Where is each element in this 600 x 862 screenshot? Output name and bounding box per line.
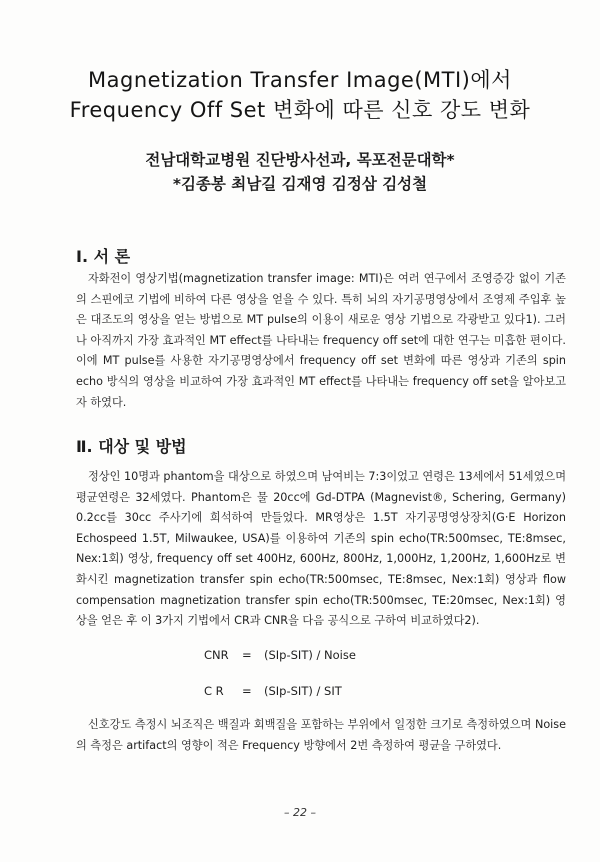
- section-heading-methods: Ⅱ. 대상 및 방법: [76, 437, 187, 456]
- introduction-text: 자화전이 영상기법(magnetization transfer image: MTI)은 여러 연구에서 조영증강 없이 기존의 스핀에코 기법에 비하여 다른 영상을 얻을 수 있다. 특히 뇌의 자기공명영상에서 조영제 주입후 높은 대조도의 영상을 얻는 방법으로 MT pulse의 이용이 새로운 영상 기법으로 각광받고 있다1). 그러나 아직까지 가장 효과적인 MT effect를 나타내는 frequency off set에 대한 연구는 미흡한 편이다. 이에 MT pulse를 사용한 자기공명영상에서 frequency off set 변화에 따른 영상과 기존의 spin echo 방식의 영상을 비교하여 가장 효과적인 MT effect를 나타내는 frequency off set을 알아보고자 하였다.: [76, 272, 566, 409]
- introduction-paragraph: [76, 269, 566, 413]
- formula-cr-lhs: C R: [204, 684, 224, 698]
- affiliation-authors: *김종봉 최남길 김재영 김정삼 김성철: [172, 175, 428, 193]
- formula-cr-equals: =: [242, 684, 252, 698]
- section-heading-introduction: Ⅰ. 서 론: [76, 247, 131, 266]
- paper-title-line2: Frequency Off Set 변화에 따른 신호 강도 변화: [69, 98, 531, 122]
- measurement-paragraph: [76, 715, 566, 756]
- paper-title-line1: Magnetization Transfer Image(MTI)에서: [88, 68, 512, 92]
- formula-cnr-lhs: CNR: [204, 648, 229, 662]
- formula-cnr-equals: =: [242, 648, 252, 662]
- methods-paragraph: [76, 467, 566, 632]
- page-number: – 22 –: [284, 806, 316, 819]
- measurement-text: 신호강도 측정시 뇌조직은 백질과 회백질을 포함하는 부위에서 일정한 크기로 측정하였으며 Noise의 측정은 artifact의 영향이 적은 Frequency 방향에서 2번 측정하여 평균을 구하였다.: [76, 718, 566, 752]
- formula-cr: [204, 684, 342, 698]
- affiliation-institutions: 전남대학교병원 진단방사선과, 목포전문대학*: [145, 151, 455, 169]
- methods-text: 정상인 10명과 phantom을 대상으로 하였으며 남여비는 7:3이었고 연령은 13세에서 51세였으며 평균연령은 32세였다. Phantom은 물 20cc에 Gd-DTPA (Magnevist®, Schering, Germany) 0.2cc를 30cc 주사기에 희석하여 만들었다. MR영상은 1.5T 자기공명영상장치(G·E Horizon Echospeed 1.5T, Milwaukee, USA)를 이용하여 기존의 spin echo(TR:500msec, TE:8msec, Nex:1회) 영상, frequency off set 400Hz, 600Hz, 800Hz, 1,000Hz, 1,200Hz, 1,600Hz로 변화시킨 magnetization transfer spin echo(TR:500msec, TE:8msec, Nex:1회) 영상과 flow compensation magnetization transfer spin echo(TR:500msec, TE:20msec, Nex:1회) 영상을 얻은 후 이 3가지 기법에서 CR과 CNR을 다음 공식으로 구하여 비교하였다2).: [76, 470, 567, 628]
- formula-cr-rhs: (SIp-SIT) / SIT: [264, 684, 342, 698]
- formula-cnr-rhs: (SIp-SIT) / Noise: [264, 648, 356, 662]
- formula-cnr: [204, 648, 356, 662]
